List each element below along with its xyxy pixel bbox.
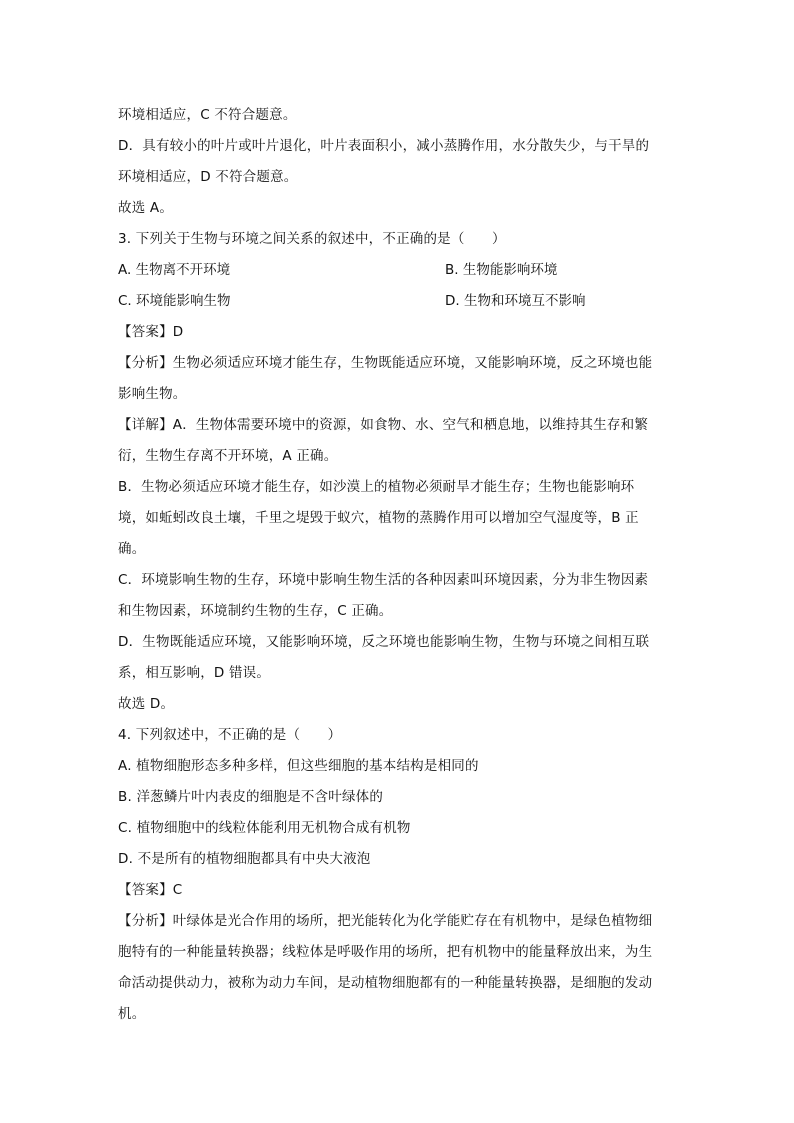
option-d: D. 不是所有的植物细胞都具有中央大液泡 bbox=[118, 851, 371, 867]
text-line: 影响生物。 bbox=[118, 386, 187, 402]
page-content bbox=[118, 100, 668, 1030]
question-3-options-row bbox=[118, 286, 668, 317]
text-line: C．环境影响生物的生存，环境中影响生物生活的各种因素叫环境因素，分为非生物因素 bbox=[118, 572, 649, 588]
text-line: 机。 bbox=[118, 1006, 146, 1022]
option-d: D. 生物和环境互不影响 bbox=[445, 293, 586, 309]
text-line: 故选 D。 bbox=[118, 696, 175, 712]
text-line: 系，相互影响，D 错误。 bbox=[118, 665, 271, 681]
option-c: C. 环境能影响生物 bbox=[118, 293, 231, 309]
analysis-line: 【分析】叶绿体是光合作用的场所，把光能转化为化学能贮存在有机物中，是绿色植物细 bbox=[118, 913, 653, 929]
text-line: 环境相适应，D 不符合题意。 bbox=[118, 169, 298, 185]
text-line: 环境相适应，C 不符合题意。 bbox=[118, 107, 297, 123]
answer-line: 【答案】C bbox=[118, 882, 183, 898]
text-line: 和生物因素，环境制约生物的生存，C 正确。 bbox=[118, 603, 393, 619]
text-line: 胞特有的一种能量转换器；线粒体是呼吸作用的场所，把有机物中的能量释放出来，为生 bbox=[118, 944, 653, 960]
text-line: 境，如蚯蚓改良土壤，千里之堤毁于蚁穴，植物的蒸腾作用可以增加空气湿度等，B 正 bbox=[118, 510, 639, 526]
analysis-line: 【分析】生物必须适应环境才能生存，生物既能适应环境，又能影响环境，反之环境也能 bbox=[118, 355, 653, 371]
question-3-stem: 3. 下列关于生物与环境之间关系的叙述中，不正确的是（ ） bbox=[118, 231, 506, 247]
text-line: 故选 A。 bbox=[118, 200, 174, 216]
detail-line: 【详解】A．生物体需要环境中的资源，如食物、水、空气和栖息地，以维持其生存和繁 bbox=[118, 417, 649, 433]
question-4-stem: 4. 下列叙述中，不正确的是（ ） bbox=[118, 727, 342, 743]
option-a: A. 植物细胞形态多种多样，但这些细胞的基本结构是相同的 bbox=[118, 758, 479, 774]
option-b: B. 洋葱鳞片叶内表皮的细胞是不含叶绿体的 bbox=[118, 789, 384, 805]
option-a: A. 生物离不开环境 bbox=[118, 262, 231, 278]
question-3-options-row bbox=[118, 255, 668, 286]
answer-line: 【答案】D bbox=[118, 324, 184, 340]
option-c: C. 植物细胞中的线粒体能利用无机物合成有机物 bbox=[118, 820, 411, 836]
text-line: 衍，生物生存离不开环境，A 正确。 bbox=[118, 448, 338, 464]
text-line: D．生物既能适应环境，又能影响环境，反之环境也能影响生物，生物与环境之间相互联 bbox=[118, 634, 650, 650]
text-line: 确。 bbox=[118, 541, 146, 557]
text-line: B．生物必须适应环境才能生存，如沙漠上的植物必须耐旱才能生存；生物也能影响环 bbox=[118, 479, 635, 495]
text-line: D．具有较小的叶片或叶片退化，叶片表面积小，减小蒸腾作用，水分散失少，与干旱的 bbox=[118, 138, 650, 154]
option-b: B. 生物能影响环境 bbox=[445, 262, 558, 278]
text-line: 命活动提供动力，被称为动力车间，是动植物细胞都有的一种能量转换器，是细胞的发动 bbox=[118, 975, 653, 991]
